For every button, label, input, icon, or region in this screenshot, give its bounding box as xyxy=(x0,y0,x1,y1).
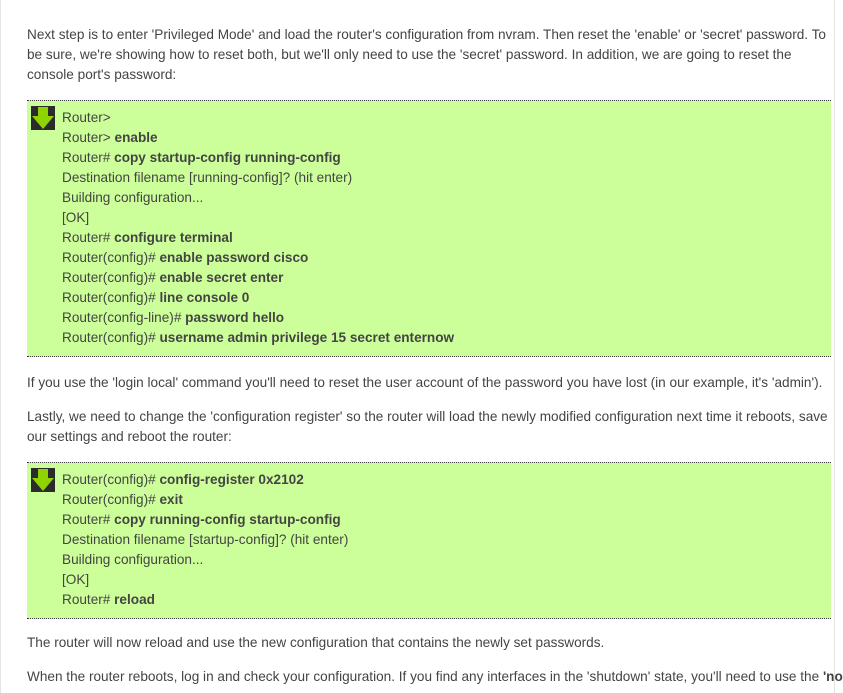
download-arrow-icon xyxy=(31,468,55,492)
code-command: enable password cisco xyxy=(159,250,309,265)
code-prompt: Router# xyxy=(62,512,115,527)
code-prompt: Router(config-line)# xyxy=(62,310,186,325)
code-command: reload xyxy=(114,592,155,607)
code-command: line console 0 xyxy=(159,290,250,305)
code-prompt: Router(config)# xyxy=(62,250,160,265)
code-line xyxy=(62,268,454,288)
lastly-paragraph: Lastly, we need to change the 'configuration register' so the router will load the newly modified configuration next time it reboots, save our settings and reboot the router: xyxy=(27,409,828,444)
code-prompt: Router> xyxy=(62,110,111,125)
code-line xyxy=(62,128,454,148)
code-line xyxy=(62,168,454,188)
download-arrow-icon xyxy=(31,106,55,130)
code-command: copy running-config startup-config xyxy=(114,512,341,527)
code-line xyxy=(62,288,454,308)
code-command: configure terminal xyxy=(114,230,233,245)
reboot-paragraph xyxy=(27,667,843,687)
code-line xyxy=(62,208,454,228)
code-prompt: Router# xyxy=(62,230,115,245)
code-prompt: Router(config)# xyxy=(62,492,160,507)
code-box-2 xyxy=(27,462,831,619)
code-line xyxy=(62,328,454,348)
code-prompt: Building configuration... xyxy=(62,190,204,205)
code-prompt: Router(config)# xyxy=(62,330,160,345)
code-command: copy startup-config running-config xyxy=(114,150,341,165)
code-lines-2 xyxy=(62,470,348,610)
reboot-bold-text: 'no xyxy=(822,669,843,684)
code-line xyxy=(62,148,454,168)
intro-paragraph: Next step is to enter 'Privileged Mode' and load the router's configuration from nvram. Then reset the 'enable' or 'secret' password. To be sure, we're showing how to reset both, but we'll only need to use the 'secret' password. In addition, we are going to reset the console port's password: xyxy=(27,27,826,82)
code-line xyxy=(62,590,348,610)
code-prompt: Router(config)# xyxy=(62,270,160,285)
code-line xyxy=(62,570,348,590)
code-line xyxy=(62,470,348,490)
code-prompt: Router(config)# xyxy=(62,472,160,487)
code-command: config-register 0x2102 xyxy=(159,472,304,487)
code-prompt: Router(config)# xyxy=(62,290,160,305)
code-prompt: Router# xyxy=(62,150,115,165)
code-prompt: [OK] xyxy=(62,572,90,587)
code-line xyxy=(62,510,348,530)
code-command: password hello xyxy=(185,310,285,325)
code-box-1 xyxy=(27,100,831,357)
code-line xyxy=(62,550,348,570)
code-prompt: Router> xyxy=(62,130,115,145)
reload-paragraph: The router will now reload and use the new configuration that contains the newly set passwords. xyxy=(27,635,605,650)
code-line xyxy=(62,530,348,550)
code-command: enable secret enter xyxy=(159,270,284,285)
code-prompt: Destination filename [startup-config]? (hit enter) xyxy=(62,532,349,547)
code-prompt: [OK] xyxy=(62,210,90,225)
code-line xyxy=(62,108,454,128)
code-line xyxy=(62,490,348,510)
code-line xyxy=(62,228,454,248)
code-command: enable xyxy=(114,130,158,145)
code-command: exit xyxy=(159,492,183,507)
code-command: username admin privilege 15 secret enternow xyxy=(159,330,455,345)
code-prompt: Destination filename [running-config]? (hit enter) xyxy=(62,170,353,185)
login-local-paragraph: If you use the 'login local' command you'll need to reset the user account of the password you have lost (in our example, it's 'admin'). xyxy=(27,375,823,390)
code-prompt: Router# xyxy=(62,592,115,607)
code-prompt: Building configuration... xyxy=(62,552,204,567)
code-line xyxy=(62,188,454,208)
code-line xyxy=(62,308,454,328)
reboot-text: When the router reboots, log in and check your configuration. If you find any interfaces in the 'shutdown' state, you'll need to use the xyxy=(27,669,823,684)
code-lines-1 xyxy=(62,108,454,348)
code-line xyxy=(62,248,454,268)
